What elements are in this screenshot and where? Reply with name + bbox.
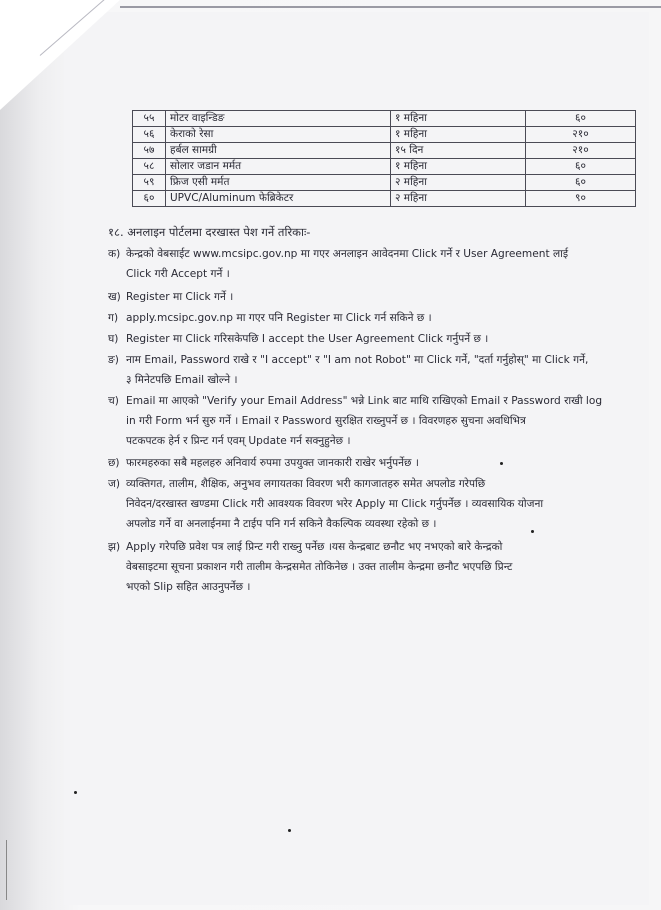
course-seats: २१० [526,127,636,143]
course-name: सोलार जडान मर्मत [166,159,391,175]
instruction-label: ज) [108,478,120,490]
instruction-continuation: वेबसाइटमा सूचना प्रकाशन गरी तालीम केन्द्रसमेत तोकिनेछ । उक्त तालीम केन्द्रमा छनौट भएपछि प्रिन्ट [126,561,513,573]
course-duration: २ महिना [391,175,526,191]
instruction-ga [108,307,432,329]
instruction-text: नाम Email, Password राखे र "I accept" र "I am not Robot" मा Click गर्ने, "दर्ता गर्नुहोस्" मा Click गर्ने, [126,354,589,366]
course-number: ५९ [133,175,166,191]
speck-mark [531,530,534,533]
instruction-nga [108,349,588,371]
instruction-label: ङ) [108,354,119,366]
instruction-label: झ) [108,541,121,553]
instruction-cha [108,390,602,412]
course-duration: १ महिना [391,127,526,143]
instruction-text: फारमहरुका सबै महलहरु अनिवार्य रुपमा उपयुक्त जानकारी राखेर भर्नुपर्नेछ । [126,457,419,469]
instruction-text: व्यक्तिगत, तालीम, शैक्षिक, अनुभव लगायतका विवरण भरी कागजातहरु समेत अपलोड गरेपछि [126,478,486,490]
course-number: ६० [133,191,166,207]
course-name: फ्रिज एसी मर्मत [166,175,391,191]
course-seats: ६० [526,111,636,127]
instruction-gha [108,328,488,350]
course-name: केराको रेसा [166,127,391,143]
instruction-kha [108,286,233,308]
course-duration: २ महिना [391,191,526,207]
course-name: मोटर वाइन्डिङ [166,111,391,127]
instruction-continuation: अपलोड गर्ने वा अनलाईनमा नै टाईप पनि गर्न सकिने वैकल्पिक व्यवस्था रहेको छ । [126,518,437,530]
instruction-label: च) [108,395,119,407]
page-fold-corner [0,0,120,110]
instruction-ka [108,243,568,265]
instruction-ja [108,473,485,495]
instruction-text: Register मा Click गर्ने । [126,291,234,303]
table-row [133,143,636,159]
course-seats: ६० [526,175,636,191]
course-number: ५७ [133,143,166,159]
course-number: ५८ [133,159,166,175]
instruction-text: Apply गरेपछि प्रवेश पत्र लाई प्रिन्ट गरी राख्नु पर्नेछ ।यस केन्द्रबाट छनौट भए नभएको बारे केन्द्रको [126,541,503,553]
instruction-text: Email मा आएको "Verify your Email Address" भन्ने Link बाट माथि राखिएको Email र Password राखी log [126,395,603,407]
course-number: ५५ [133,111,166,127]
instruction-continuation: in गरी Form भर्न सुरु गर्ने । Email र Password सुरक्षित राख्नुपर्ने छ । विवरणहरु सुचना अवधिभित्र [126,415,526,427]
table-row [133,111,636,127]
table-row [133,175,636,191]
section-title: १८. अनलाइन पोर्टलमा दरखास्त पेश गर्ने तरिकाः- [108,225,311,239]
course-duration: १५ दिन [391,143,526,159]
course-name: हर्बल सामग्री [166,143,391,159]
instruction-continuation: भएको Slip सहित आउनुपर्नेछ । [126,581,251,593]
instruction-continuation: पटकपटक हेर्न र प्रिन्ट गर्न एवम् Update गर्न सक्नुहुनेछ । [126,435,351,447]
page-top-edge [120,6,661,8]
course-number: ५६ [133,127,166,143]
table-row [133,127,636,143]
instruction-label: ख) [108,291,121,303]
instruction-jha [108,536,502,558]
instruction-label: ग) [108,312,119,324]
course-name: UPVC/Aluminum फेब्रिकेटर [166,191,391,207]
instruction-text: केन्द्रको वेबसाईट www.mcsipc.gov.np मा गएर अनलाइन आवेदनमा Click गर्ने र User Agreement लाई [126,248,569,260]
instruction-label: क) [108,248,121,260]
speck-mark [500,462,503,465]
course-duration: १ महिना [391,111,526,127]
instruction-label: छ) [108,457,120,469]
instruction-label: घ) [108,333,119,345]
instruction-text: apply.mcsipc.gov.np मा गएर पनि Register मा Click गर्न सकिने छ । [126,312,432,324]
course-duration: १ महिना [391,159,526,175]
speck-mark [74,791,77,794]
course-seats: ९० [526,191,636,207]
instruction-continuation: ३ मिनेटपछि Email खोल्ने । [126,374,238,386]
margin-mark [6,840,7,900]
table-row [133,159,636,175]
instruction-text: Register मा Click गरिसकेपछि I accept the User Agreement Click गर्नुपर्ने छ । [126,333,489,345]
course-seats: ६० [526,159,636,175]
speck-mark [288,829,291,832]
course-table [132,110,636,207]
table-row [133,191,636,207]
course-seats: २१० [526,143,636,159]
instruction-continuation: निवेदन/दरखास्त खण्डमा Click गरी आवश्यक विवरण भरेर Apply मा Click गर्नुपर्नेछ । व्यवसायिक योजना [126,498,544,510]
instruction-chha [108,452,419,474]
instruction-continuation: Click गरी Accept गर्ने । [126,268,230,280]
